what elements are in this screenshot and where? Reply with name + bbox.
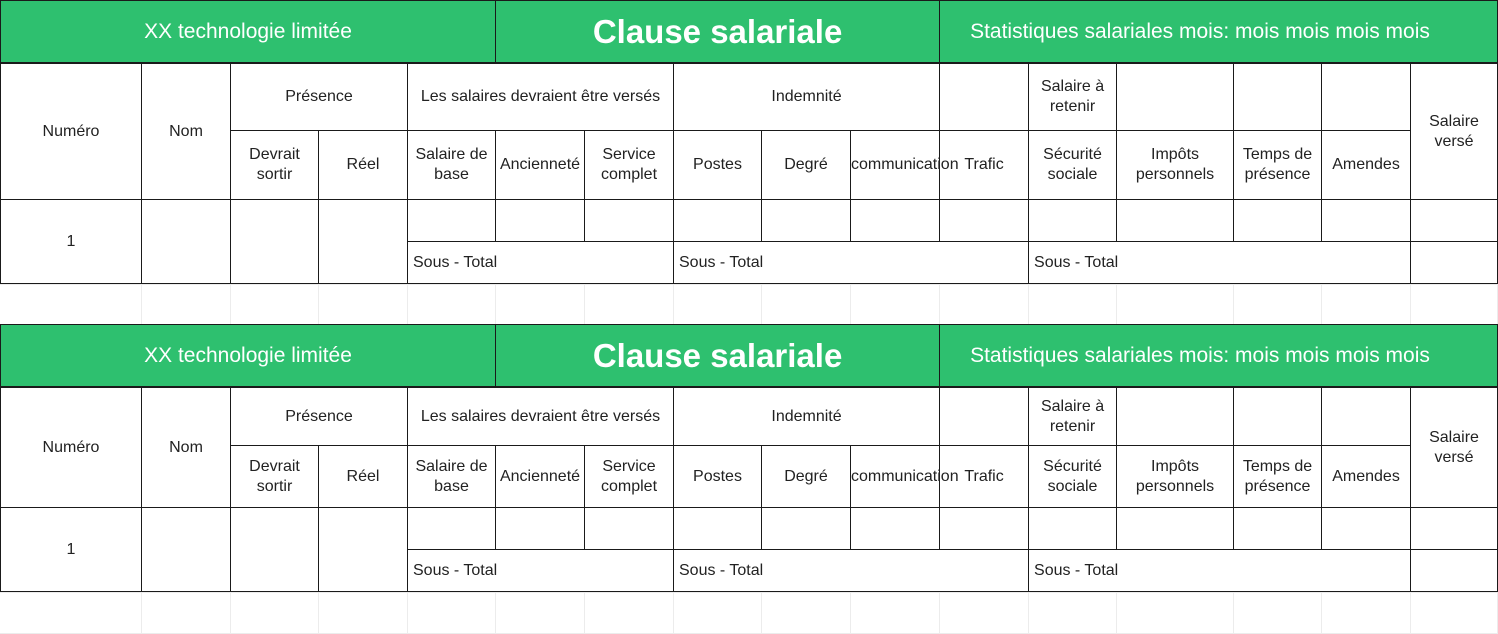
col-devrait-sortir: Devrait sortir [231, 131, 319, 200]
col-salaires-verses: Les salaires devraient être versés [408, 388, 674, 446]
col-service-complet: Service complet [585, 131, 674, 200]
col-indemnite: Indemnité [674, 64, 940, 131]
empty-cell[interactable] [940, 388, 1029, 446]
blank-cell[interactable] [0, 593, 141, 634]
col-trafic: Trafic [940, 131, 1029, 200]
salary-stats-month: Statistiques salariales mois: mois mois mois mois [940, 1, 1498, 63]
empty-cell[interactable] [1117, 388, 1234, 446]
blank-cell[interactable] [141, 285, 230, 326]
col-impots: Impôts personnels [1117, 131, 1234, 200]
cell-salaire-base[interactable] [408, 508, 496, 550]
blank-cell[interactable] [318, 285, 407, 326]
subtotal-retenir: Sous - Total [1029, 242, 1411, 284]
col-reel: Réel [319, 131, 408, 200]
blank-cell[interactable] [1233, 285, 1321, 326]
col-degre: Degré [762, 446, 851, 508]
company-name: XX technologie limitée [1, 1, 496, 63]
col-indemnite: Indemnité [674, 388, 940, 446]
col-anciennete: Ancienneté [496, 131, 585, 200]
blank-cell[interactable] [230, 593, 318, 634]
cell-amendes[interactable] [1322, 508, 1411, 550]
cell-temps-presence[interactable] [1234, 200, 1322, 242]
subtotal-retenir: Sous - Total [1029, 550, 1411, 592]
col-salaires-verses: Les salaires devraient être versés [408, 64, 674, 131]
col-numero: Numéro [1, 64, 142, 200]
sheet-title: Clause salariale [496, 1, 940, 63]
subtotal-salaires: Sous - Total [408, 242, 674, 284]
cell-impots[interactable] [1117, 200, 1234, 242]
blank-cell[interactable] [673, 593, 761, 634]
blank-cell[interactable] [850, 593, 939, 634]
blank-cell[interactable] [495, 285, 584, 326]
blank-cell[interactable] [1233, 593, 1321, 634]
blank-cell[interactable] [761, 285, 850, 326]
blank-cell[interactable] [1028, 593, 1116, 634]
col-postes: Postes [674, 446, 762, 508]
blank-cell[interactable] [1116, 285, 1233, 326]
col-devrait-sortir: Devrait sortir [231, 446, 319, 508]
cell-amendes[interactable] [1322, 200, 1411, 242]
blank-cell[interactable] [584, 593, 673, 634]
col-numero: Numéro [1, 388, 142, 508]
blank-cell[interactable] [1321, 285, 1410, 326]
col-postes: Postes [674, 131, 762, 200]
col-salaire-verse: Salaire versé [1411, 388, 1498, 508]
col-securite-sociale: Sécurité sociale [1029, 131, 1117, 200]
cell-postes[interactable] [674, 508, 762, 550]
cell-impots[interactable] [1117, 508, 1234, 550]
payroll-sheet-2 [0, 324, 1497, 634]
subtotal-indemnite: Sous - Total [674, 550, 1029, 592]
cell-reel[interactable] [319, 508, 408, 592]
cell-anciennete[interactable] [496, 200, 585, 242]
cell-salaire-verse[interactable] [1411, 200, 1498, 242]
cell-devrait-sortir[interactable] [231, 200, 319, 284]
col-salaire-retenir: Salaire à retenir [1029, 64, 1117, 131]
col-degre: Degré [762, 131, 851, 200]
empty-cell[interactable] [940, 64, 1029, 131]
blank-cell[interactable] [761, 593, 850, 634]
cell-degre[interactable] [762, 200, 851, 242]
col-salaire-verse: Salaire versé [1411, 64, 1498, 200]
cell-trafic[interactable] [940, 200, 1029, 242]
subtotal-indemnite: Sous - Total [674, 242, 1029, 284]
col-service-complet: Service complet [585, 446, 674, 508]
col-securite-sociale: Sécurité sociale [1029, 446, 1117, 508]
cell-nom[interactable] [142, 508, 231, 592]
blank-cell[interactable] [141, 593, 230, 634]
col-presence: Présence [231, 388, 408, 446]
col-impots: Impôts personnels [1117, 446, 1234, 508]
blank-cell[interactable] [1321, 593, 1410, 634]
blank-cell[interactable] [1028, 285, 1116, 326]
blank-cell[interactable] [407, 593, 495, 634]
blank-cell[interactable] [1116, 593, 1233, 634]
col-nom: Nom [142, 388, 231, 508]
salary-stats-month: Statistiques salariales mois: mois mois mois mois [940, 325, 1498, 387]
sheet-title: Clause salariale [496, 325, 940, 387]
empty-cell[interactable] [1117, 64, 1234, 131]
col-temps-presence: Temps de présence [1234, 131, 1322, 200]
col-trafic: Trafic [940, 446, 1029, 508]
row-number: 1 [1, 508, 142, 592]
blank-cell[interactable] [0, 285, 141, 326]
cell-reel[interactable] [319, 200, 408, 284]
col-communication: communication [851, 131, 940, 200]
cell-total-verse[interactable] [1411, 550, 1498, 592]
cell-securite-sociale[interactable] [1029, 200, 1117, 242]
cell-salaire-base[interactable] [408, 200, 496, 242]
cell-postes[interactable] [674, 200, 762, 242]
col-presence: Présence [231, 64, 408, 131]
subtotal-salaires: Sous - Total [408, 550, 674, 592]
col-amendes: Amendes [1322, 446, 1411, 508]
company-name: XX technologie limitée [1, 325, 496, 387]
col-nom: Nom [142, 64, 231, 200]
cell-temps-presence[interactable] [1234, 508, 1322, 550]
cell-service-complet[interactable] [585, 200, 674, 242]
cell-communication[interactable] [851, 508, 940, 550]
blank-cell[interactable] [850, 285, 939, 326]
blank-cell[interactable] [939, 285, 1028, 326]
blank-cell[interactable] [318, 593, 407, 634]
col-salaire-retenir: Salaire à retenir [1029, 388, 1117, 446]
blank-cell[interactable] [1410, 285, 1497, 326]
blank-cell[interactable] [230, 285, 318, 326]
blank-cell[interactable] [584, 285, 673, 326]
blank-cell[interactable] [673, 285, 761, 326]
row-number: 1 [1, 200, 142, 284]
blank-cell[interactable] [495, 593, 584, 634]
cell-trafic[interactable] [940, 508, 1029, 550]
blank-cell[interactable] [407, 285, 495, 326]
empty-cell[interactable] [1322, 64, 1411, 131]
cell-anciennete[interactable] [496, 508, 585, 550]
cell-nom[interactable] [142, 200, 231, 284]
cell-communication[interactable] [851, 200, 940, 242]
col-salaire-base: Salaire de base [408, 446, 496, 508]
empty-cell[interactable] [1322, 388, 1411, 446]
cell-devrait-sortir[interactable] [231, 508, 319, 592]
col-salaire-base: Salaire de base [408, 131, 496, 200]
empty-cell[interactable] [1234, 388, 1322, 446]
empty-cell[interactable] [1234, 64, 1322, 131]
cell-securite-sociale[interactable] [1029, 508, 1117, 550]
col-anciennete: Ancienneté [496, 446, 585, 508]
cell-service-complet[interactable] [585, 508, 674, 550]
blank-cell[interactable] [939, 593, 1028, 634]
blank-cell[interactable] [1410, 593, 1497, 634]
cell-salaire-verse[interactable] [1411, 508, 1498, 550]
cell-degre[interactable] [762, 508, 851, 550]
col-amendes: Amendes [1322, 131, 1411, 200]
col-temps-presence: Temps de présence [1234, 446, 1322, 508]
cell-total-verse[interactable] [1411, 242, 1498, 284]
col-communication: communication [851, 446, 940, 508]
col-reel: Réel [319, 446, 408, 508]
